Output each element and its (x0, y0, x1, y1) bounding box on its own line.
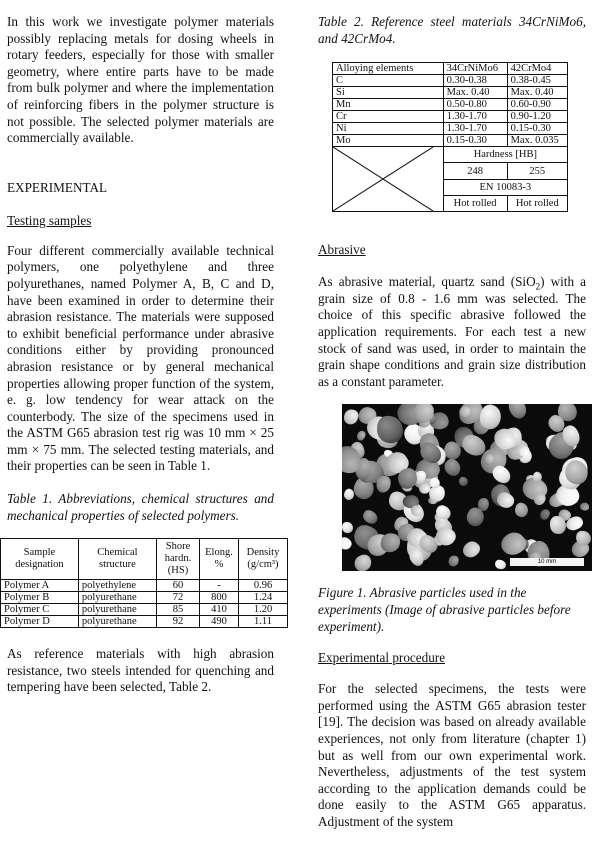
table-cell: Cr (333, 111, 444, 123)
table-cell: Alloying elements (333, 63, 444, 75)
table-cell: Max. 0.40 (507, 87, 567, 99)
sand-grain (538, 507, 551, 521)
table-cell: Max. 0.035 (507, 135, 567, 147)
sand-grain (495, 559, 507, 570)
table-cell: 0.15-0.30 (507, 123, 567, 135)
abrasive-particles-photo (342, 404, 592, 571)
table1-header: Shore hardn. (HS) (157, 539, 200, 580)
table-row (333, 147, 568, 163)
table-cell: 1.11 (239, 616, 288, 628)
sand-grain (353, 553, 374, 571)
sand-grain (513, 501, 530, 518)
table-cell: 60 (157, 580, 200, 592)
table2-caption: Table 2. Reference steel materials 34CrNiMo6, and 42CrMo4. (318, 14, 586, 46)
table-row (1, 616, 288, 628)
abrasive-heading: Abrasive (318, 242, 366, 258)
intro-paragraph: In this work we investigate polymer materials possibly replacing metals for dosing wheels in rotary feeders, especially for those with smaller geometry, where entire parts have to be made from bulk polymer and where the implementation of reinforcing fibers in the polymer structure is not possible. The selected polymer materials are commercially available. (7, 14, 274, 146)
table-cell: 0.30-0.38 (443, 75, 507, 87)
table-cell: 1.30-1.70 (443, 123, 507, 135)
experimental-heading: EXPERIMENTAL (7, 179, 108, 195)
table-cell: Hot rolled (507, 195, 567, 211)
table-cell: Polymer B (1, 592, 79, 604)
table-cell: 255 (507, 163, 567, 179)
table-empty-crossed-cell (333, 147, 444, 212)
table-row (333, 135, 568, 147)
sand-grain (447, 555, 459, 567)
testing-samples-heading: Testing samples (7, 212, 92, 228)
table-cell: 1.24 (239, 592, 288, 604)
reference-materials-paragraph: As reference materials with high abrasion resistance, two steels intended for quenching and tempering have been selected, Table 2. (7, 646, 274, 695)
table-cell: 0.96 (239, 580, 288, 592)
table-cell: 1.30-1.70 (443, 111, 507, 123)
sand-grain (518, 445, 530, 457)
sand-grain (460, 538, 482, 561)
table-cell: C (333, 75, 444, 87)
sand-grain (458, 475, 469, 486)
table-cell: 0.38-0.45 (507, 75, 567, 87)
table-cell: Polymer D (1, 616, 79, 628)
sand-grain (356, 429, 367, 441)
table-cell: Mo (333, 135, 444, 147)
table-cell: Mn (333, 99, 444, 111)
table-cell: polyurethane (78, 592, 156, 604)
sand-grain (550, 516, 566, 534)
table-cell: 0.60-0.90 (507, 99, 567, 111)
table-cell: Max. 0.40 (443, 87, 507, 99)
left-column (4, 14, 280, 696)
table-row (333, 111, 568, 123)
table-cell: 85 (157, 604, 200, 616)
table-row (333, 75, 568, 87)
table1-caption: Table 1. Abbreviations, chemical structures and mechanical properties of selected polymers. (7, 491, 274, 523)
right-column (318, 14, 586, 830)
table-cell: Polymer C (1, 604, 79, 616)
figure1-caption: Figure 1. Abrasive particles used in the experiments (Image of abrasive particles before experiment). (318, 585, 571, 634)
table2-header-row (333, 63, 568, 75)
table-cell: 800 (200, 592, 239, 604)
table-cell: polyethylene (78, 580, 156, 592)
table-row (333, 87, 568, 99)
table-cell: Hot rolled (443, 195, 507, 211)
procedure-paragraph: For the selected specimens, the tests were performed using the ASTM G65 abrasion tester [19]. The decision was based on already available experiences, not only from literature (chapter 1) but as well from our own experimental work. Nevertheless, adjustments of the test system according to the application demands could be done easily to the ASTM G65 apparatus. Adjustment of the system (318, 681, 586, 829)
experimental-procedure-heading: Experimental procedure (318, 650, 446, 666)
abrasive-text-start: As abrasive material, quartz sand (SiO (318, 274, 536, 290)
table2 (332, 62, 568, 212)
table-cell: polyurethane (78, 604, 156, 616)
sand-grain (505, 404, 530, 421)
sand-grain (580, 503, 590, 512)
table1-header-row (1, 539, 288, 580)
abrasive-paragraph (318, 274, 586, 390)
sand-grain (496, 528, 529, 560)
abrasive-text-end: ) with a grain size of 0.8 - 1.6 mm was selected. The choice of this specific abrasive followed the application requirements. For each test a new stock of sand was used, in order to maintain the grain shape conditions and grain size distribution as a constant parameter. (318, 274, 586, 389)
table1-header: Chemical structure (78, 539, 156, 580)
table-cell: 72 (157, 592, 200, 604)
table-cell: 0.15-0.30 (443, 135, 507, 147)
table-cell: Ni (333, 123, 444, 135)
table-cell: 0.90-1.20 (507, 111, 567, 123)
table1 (0, 538, 288, 628)
sand-grain (376, 475, 391, 493)
table-cell: 410 (200, 604, 239, 616)
table-cell: 34CrNiMo6 (443, 63, 507, 75)
cross-out-mark (333, 147, 433, 211)
standard-cell: EN 10083-3 (443, 179, 567, 195)
sand-grain (342, 522, 353, 534)
table-cell: 490 (200, 616, 239, 628)
scale-bar: 10 mm (510, 558, 584, 566)
table-cell: 42CrMo4 (507, 63, 567, 75)
table1-header: Elong. % (200, 539, 239, 580)
table-row (333, 99, 568, 111)
table-cell: Polymer A (1, 580, 79, 592)
sand-grain (342, 535, 354, 552)
table-row (1, 604, 288, 616)
table-cell: 92 (157, 616, 200, 628)
table-cell: 248 (443, 163, 507, 179)
sand-grain (361, 508, 379, 525)
table-cell: polyurethane (78, 616, 156, 628)
sand-grain (379, 532, 400, 553)
hardness-label: Hardness [HB] (443, 147, 567, 163)
abrasive-subscript: 2 (535, 281, 541, 292)
table1-header: Sample designation (1, 539, 79, 580)
table-cell: - (200, 580, 239, 592)
sand-grain (344, 408, 360, 425)
table-cell: 0.50-0.80 (443, 99, 507, 111)
table-cell: Si (333, 87, 444, 99)
table-cell: 1.20 (239, 604, 288, 616)
table1-header: Density (g/cm³) (239, 539, 288, 580)
table-row (333, 123, 568, 135)
table-row (1, 580, 288, 592)
table-row (1, 592, 288, 604)
testing-samples-paragraph: Four different commercially available technical polymers, one polyethylene and three polyurethanes, named Polymer A, B, C and D, have been examined in order to determine their abrasion resistance. The materials were supposed to exhibit beneficial performance under abrasive conditions either by providing pronounced abrasion resistance or by general mechanical properties allowing proper function of the system, e. g. low tendency for wear attack on the counterbody. The size of the specimens used in the ASTM G65 abrasion test rig was 10 mm × 25 mm × 75 mm. The selected testing materials, and their properties can be seen in Table 1. (7, 242, 274, 474)
